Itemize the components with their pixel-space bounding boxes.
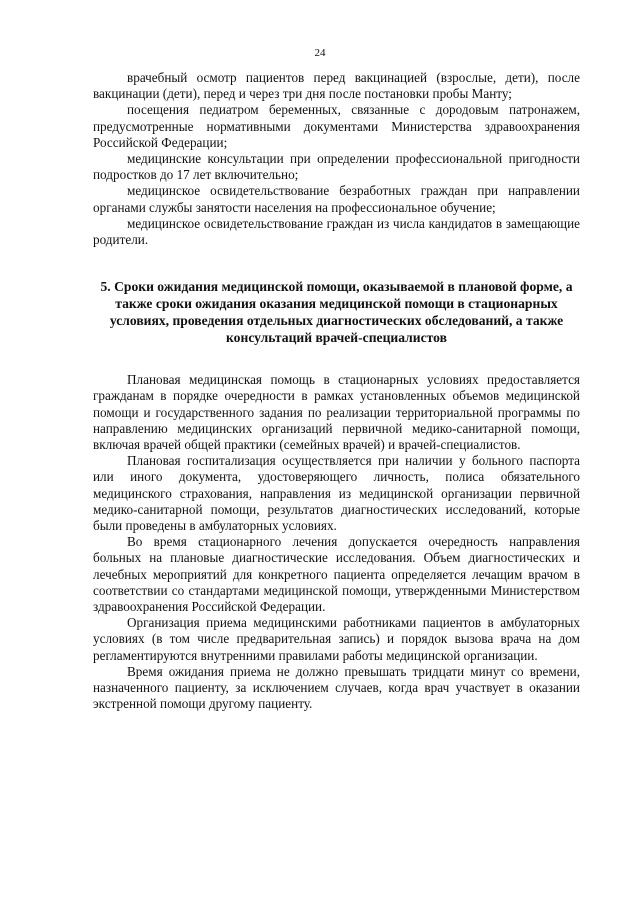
body-paragraph: Плановая госпитализация осуществляется при наличии у больного паспорта или иного документа, удостоверяющего личность, полиса обязательного медицинского страхования, направления из медицинской организации первичной медико-санитарной помощи, результатов диагностических исследований, которые были проведены в амбулаторных условиях. <box>93 453 580 534</box>
page-number: 24 <box>314 47 326 59</box>
list-item: медицинские консультации при определении профессиональной пригодности подростков до 17 лет включительно; <box>93 151 580 183</box>
body-paragraph: Плановая медицинская помощь в стационарных условиях предоставляется гражданам в порядке очередности в рамках установленных объемов медицинской помощи и государственного задания по реализации территориальной программы по направлению медицинских организаций первичной медико-санитарной помощи, включая врачей общей практики (семейных врачей) и врачей-специалистов. <box>93 372 580 453</box>
list-item: медицинское освидетельствование граждан из числа кандидатов в замещающие родители. <box>93 215 580 248</box>
list-item: медицинское освидетельствование безработных граждан при направлении органами службы занятости населения на профессиональное обучение; <box>93 183 580 215</box>
list-item: посещения педиатром беременных, связанные с дородовым патронажем, предусмотренные нормативными документами Министерства здравоохранения Российской Федерации; <box>93 102 580 150</box>
body-paragraph: Время ожидания приема не должно превышать тридцати минут со времени, назначенного пациенту, за исключением случаев, когда врач участвует в оказании экстренной помощи другому пациенту. <box>93 663 580 712</box>
body-paragraph: Организация приема медицинскими работниками пациентов в амбулаторных условиях (в том числе предварительная запись) и порядок вызова врача на дом регламентируются внутренними правилами работы медицинской организации. <box>93 615 580 663</box>
page-content <box>93 70 580 713</box>
section-heading: 5. Сроки ожидания медицинской помощи, оказываемой в плановой форме, а также сроки ожидания оказания медицинской помощи в стационарных условиях, проведения отдельных диагностических обследований, а также консультаций врачей-специалистов <box>100 279 573 346</box>
list-item: врачебный осмотр пациентов перед вакцинацией (взрослые, дети), после вакцинации (дети), перед и через три дня после постановки пробы Манту; <box>93 70 580 102</box>
body-paragraph: Во время стационарного лечения допускается очередность направления больных на плановые диагностические исследования. Объем диагностических и лечебных мероприятий для конкретного пациента определяется лечащим врачом в соответствии со стандартами медицинской помощи, утвержденными Министерством здравоохранения Российской Федерации. <box>93 534 580 615</box>
